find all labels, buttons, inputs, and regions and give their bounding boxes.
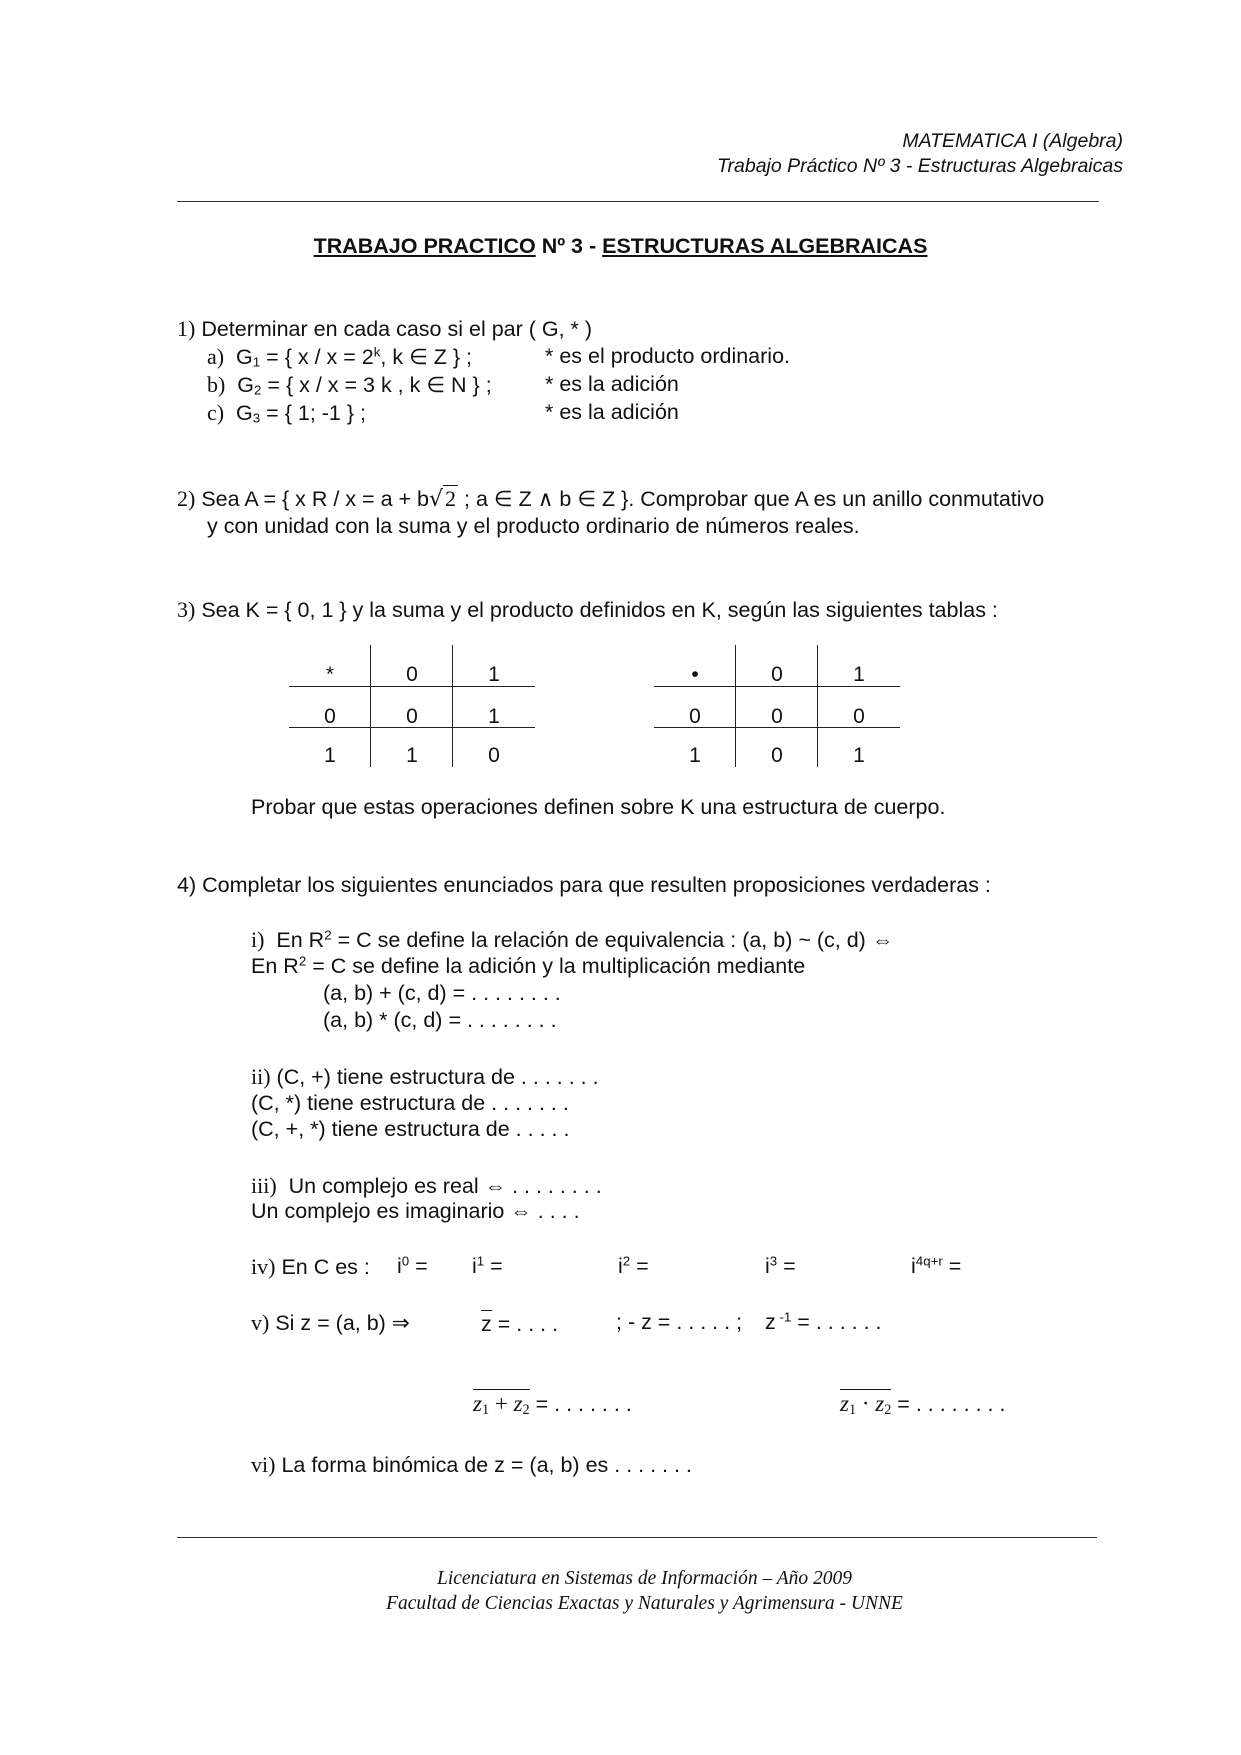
power-base: i [765,1254,770,1278]
ex1-item-c-op: * es la adición [545,400,679,424]
sum-table-cell: 0 [488,744,500,767]
sum-table-cell: 1 [488,705,500,728]
ex2-text-b: ; a ∈ Z ∧ b ∈ Z }. Comprobar que A es un anillo conmutativo [458,487,1045,511]
ex1-intro: Determinar en cada caso si el par ( G, * ) [201,317,593,341]
ex1-item-a [207,344,472,370]
ex1-number: 1) [177,316,196,341]
power-eq: = [630,1254,649,1278]
ex1-item-c-label: c) [207,400,225,425]
sum-table [289,645,535,767]
ex1-item-b-sub: 2 [254,382,262,398]
sum-table-cell: 0 [406,663,418,686]
ex4-i-line4: (a, b) * (c, d) = . . . . . . . . [323,1008,557,1032]
ex4-iv-power [618,1254,649,1279]
ex4-i-l1b: = C se define la relación de equivalencia : (a, b) ~ (c, d) ⇔ [331,928,894,952]
power-exp: 3 [769,1253,778,1269]
table-rule [370,645,371,767]
ex4-intro: 4) Completar los siguientes enunciados para que resulten proposiciones verdaderas : [177,873,991,897]
power-base: i [618,1254,623,1278]
ex4-iv-power [397,1254,428,1279]
ex4-iii-l1: Un complejo es real ⇔ . . . . . . . . [288,1174,602,1198]
ex3-prove: Probar que estas operaciones definen sobre K una estructura de cuerpo. [251,795,946,819]
table-rule [289,686,535,687]
power-exp: 2 [622,1253,631,1269]
conjugate-eq: = . . . . [491,1312,559,1336]
product-table-cell: 0 [771,663,783,686]
ex1-item-b-set: G [237,373,255,397]
ex1-item-a-sub: 1 [252,354,261,370]
ex1-item-a-sup: k [373,344,381,360]
ex1-item-b-op: * es la adición [545,372,679,396]
header-rule [177,201,1099,202]
header-course: MATEMATICA I (Algebra) [902,130,1123,152]
ex4-v-label: v) [251,1310,270,1335]
ex1-item-b-label: b) [207,372,226,397]
ex1-item-a-set: G [236,345,253,369]
ex4-iv-line [251,1254,370,1280]
table-rule [452,645,453,767]
table-rule [817,645,818,767]
title-part3: ESTRUCTURAS ALGEBRAICAS [602,234,928,258]
sum-table-cell: 1 [406,744,418,767]
ex1-item-a-def: = { x / x = 2 [260,345,374,369]
sum-z1: z [473,1391,482,1416]
ex4-v-inverse [765,1310,882,1335]
ex4-i-l1sup: 2 [324,927,332,943]
power-exp: 0 [401,1253,410,1269]
ex4-iv-text: En C es : [281,1255,370,1279]
sum-table-cell: 0 [406,705,418,728]
sum-op: + [489,1391,514,1416]
ex3-line [177,597,998,623]
title-part1: TRABAJO PRACTICO [313,234,536,258]
ex2-number: 2) [177,486,196,511]
ex4-iv-power [911,1254,961,1279]
ex4-iii-line1 [251,1173,602,1199]
sqrt-symbol [429,486,458,512]
sum-z2: z [513,1391,523,1416]
sum-eq: = . . . . . . . [529,1392,632,1416]
ex4-v-conjugate [481,1310,558,1337]
ex1-intro-line [177,316,592,342]
ex4-iv-power [765,1254,796,1279]
footer-rule [177,1537,1097,1538]
ex4-i-l1a: En R [276,928,325,952]
ex4-ii-line1 [251,1064,599,1090]
power-exp: 1 [476,1253,485,1269]
ex4-i-l2a: En R [251,954,299,978]
ex2-text-a: Sea A = { x R / x = a + b [201,487,430,511]
title-part2: Nº 3 - [535,234,603,258]
ex1-item-c-sub: 3 [252,410,261,426]
ex1-item-b-def: = { x / x = 3 k , k ∈ N } ; [261,373,492,397]
sum-z2-sub: 2 [522,1401,530,1418]
ex4-v-text: Si z = (a, b) ⇒ [275,1311,410,1335]
ex4-i-l2sup: 2 [298,953,307,969]
ex1-item-a-def2: , k ∈ Z } ; [380,345,473,369]
ex4-v-sum-conjugate [473,1389,632,1417]
ex4-vi-line [251,1452,692,1478]
inverse-eq: = . . . . . . [791,1310,882,1334]
inverse-base: z [765,1310,776,1334]
prod-z1-sub: 1 [848,1401,857,1418]
ex4-i-line3: (a, b) + (c, d) = . . . . . . . . [323,981,561,1005]
ex1-item-b [207,372,492,398]
power-base: i [397,1254,402,1278]
prod-expression [840,1389,891,1417]
product-table-cell: 0 [771,705,783,728]
footer-line2: Facultad de Ciencias Exactas y Naturales y Agrimensura - UNNE [386,1593,903,1614]
ex4-v-prod-conjugate [840,1389,1005,1417]
ex2-line2: y con unidad con la suma y el producto ordinario de números reales. [207,514,860,538]
prod-op: · [856,1391,876,1416]
prod-z2-sub: 2 [884,1401,892,1418]
ex2-line1 [177,486,1044,512]
ex4-i-l2b: = C se define la adición y la multiplicación mediante [306,954,806,978]
prod-z1: z [840,1391,849,1416]
radical-icon: √ [429,487,444,512]
product-table-cell: • [691,663,699,686]
product-table-cell: 0 [689,705,701,728]
table-rule [654,686,900,687]
ex4-ii-l1: (C, +) tiene estructura de . . . . . . . [276,1065,599,1089]
ex4-vi-label: vi) [251,1452,276,1477]
sum-expression [473,1389,530,1417]
sum-table-cell: 0 [324,705,336,728]
ex1-item-c-def: = { 1; -1 } ; [260,401,366,425]
power-base: i [472,1254,477,1278]
power-eq: = [484,1254,503,1278]
ex1-item-c-set: G [236,401,253,425]
ex1-item-c [207,400,366,426]
power-base: i [911,1254,916,1278]
ex4-iii-label: iii) [251,1173,277,1198]
ex3-number: 3) [177,597,196,622]
sum-table-cell: * [325,663,335,686]
inverse-exp: -1 [775,1309,792,1325]
product-table-cell: 0 [853,705,865,728]
ex4-iii-line2: Un complejo es imaginario ⇔ . . . . [251,1199,580,1223]
power-eq: = [409,1254,428,1278]
ex4-v-line [251,1310,410,1336]
product-table-cell: 0 [771,744,783,767]
table-rule [735,645,736,767]
ex4-iv-power [472,1254,503,1279]
ex4-ii-line3: (C, +, *) tiene estructura de . . . . . [251,1117,570,1141]
header-subtitle: Trabajo Práctico Nº 3 - Estructuras Algebraicas [717,155,1123,177]
ex4-ii-line2: (C, *) tiene estructura de . . . . . . . [251,1091,569,1115]
ex4-vi-text: La forma binómica de z = (a, b) es . . . . . . . [281,1453,692,1477]
power-eq: = [942,1254,962,1278]
ex1-item-a-op: * es el producto ordinario. [545,344,791,368]
ex3-text: Sea K = { 0, 1 } y la suma y el producto definidos en K, según las siguientes tablas : [201,598,998,622]
product-table [654,645,900,767]
power-exp: 4q+r [915,1253,943,1269]
ex4-ii-label: ii) [251,1064,271,1089]
conjugate-z: z [481,1312,492,1336]
ex4-i-label: i) [251,927,265,952]
sum-z1-sub: 1 [481,1401,490,1418]
footer-line1: Licenciatura en Sistemas de Información – Año 2009 [436,1568,853,1589]
sum-table-cell: 1 [488,663,500,686]
sqrt-arg: 2 [445,486,457,511]
ex4-i-line1 [251,927,893,953]
sum-table-cell: 1 [324,744,336,767]
ex4-iv-label: iv) [251,1254,276,1279]
power-eq: = [777,1254,796,1278]
ex1-item-a-label: a) [207,344,225,369]
ex4-i-line2 [251,954,805,979]
product-table-cell: 1 [853,663,865,686]
prod-z2: z [875,1391,885,1416]
product-table-cell: 1 [689,744,701,767]
table-rule [654,727,900,728]
prod-eq: = . . . . . . . . [891,1392,1006,1416]
ex4-v-neg: ; - z = . . . . . ; [616,1310,743,1334]
product-table-cell: 1 [853,744,865,767]
table-rule [289,727,535,728]
page-title [0,234,1241,259]
